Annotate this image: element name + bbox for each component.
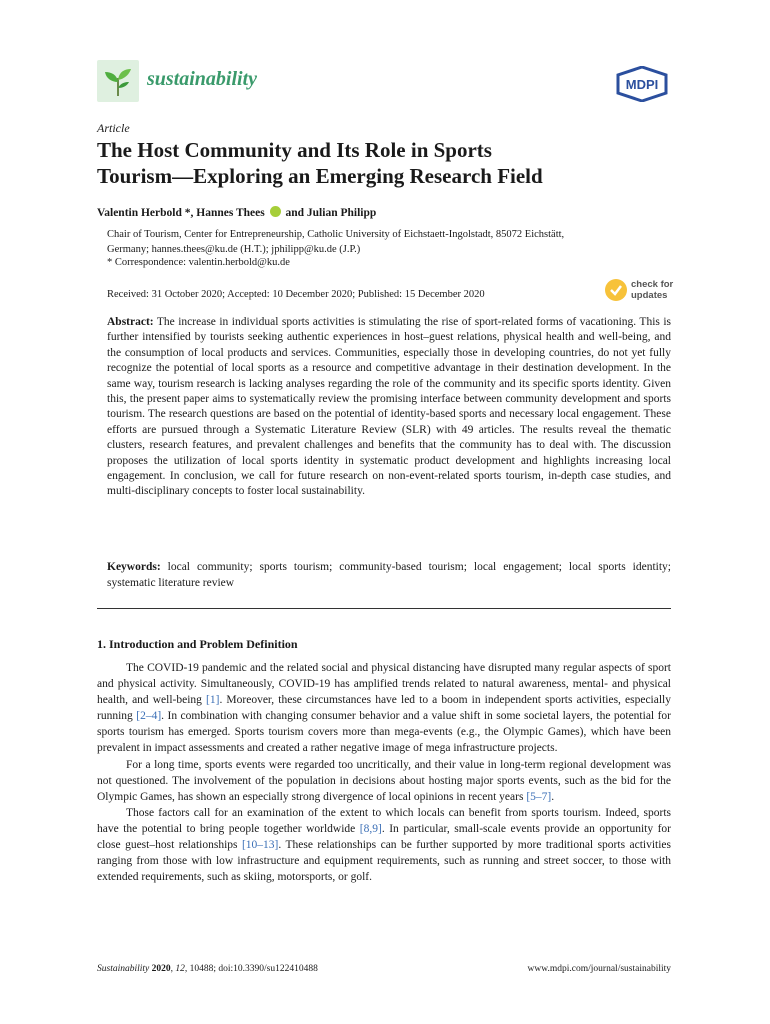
footer-doi: , 10488; doi:10.3390/su122410488 xyxy=(184,964,318,974)
check-updates-text xyxy=(631,279,673,301)
article-type: Article xyxy=(97,121,130,135)
abstract-label: Abstract: xyxy=(107,316,154,328)
mdpi-logo xyxy=(616,66,668,102)
paragraph-text: For a long time, sports events were regarded too uncritically, and their value in long-term regional development was not questioned. The involvement of the population in decisions about hosting major sports events, such as the bid for the Olympic Games, has shown an especially strong divergence of local opinions in recent years xyxy=(97,758,671,803)
citation-link[interactable]: [10–13] xyxy=(241,839,279,852)
paragraph-text: The COVID-19 pandemic and the related social and physical distancing have disrupted many regular aspects of sport and physical activity. Simultaneously, COVID-19 has amplified trends related to natural awareness, mental- and physical health, and well-being xyxy=(97,662,671,707)
paragraph-text: . xyxy=(551,790,555,803)
check-updates-line-1: check for xyxy=(631,279,674,290)
check-updates-line-2: updates xyxy=(631,290,668,301)
divider xyxy=(97,608,671,609)
paragraph-text: . These relationships can be further supported by more traditional sports activities ranging from those with low infrastructure and equipment requirements, such as running and street soccer, to those with extended requirements, such as skiing, motorsports, or golf. xyxy=(97,839,672,884)
page-title xyxy=(97,137,677,189)
footer-citation: Sustainability 2020, 12, 10488; doi:10.3390/su122410488 xyxy=(97,964,318,974)
paragraph-text: . In combination with changing consumer behavior and a value shift in some societal layers, the potential for sports tourism has emerged. Sports tourism covers more than mega-events (e.g., the Olympic Games), which have been prevalent in impact assessments and created a rather negative image of mega infrastructure projects. xyxy=(97,710,671,755)
paragraph-text: Those factors call for an examination of the extent to which locals can benefit from sports tourism. Indeed, sports have the potential to bring people together worldwide xyxy=(97,806,671,835)
footer-year: 2020 xyxy=(151,964,171,974)
citation-link[interactable]: [2–4] xyxy=(136,710,162,723)
affiliation-line-1: Chair of Tourism, Center for Entrepreneurship, Catholic University of Eichstaett-Ingolstadt, 85072 Eichstätt, xyxy=(107,229,565,240)
authors-part-1: Valentin Herbold *, Hannes Thees xyxy=(97,207,265,219)
journal-logo xyxy=(97,60,139,102)
title-line-1: The Host Community and Its Role in Sports xyxy=(97,138,492,162)
orcid-icon[interactable] xyxy=(270,206,281,217)
paragraph xyxy=(97,757,671,805)
keywords-text: local community; sports tourism; community-based tourism; local engagement; local sports identity; systematic literature review xyxy=(107,561,671,589)
keywords xyxy=(107,559,671,591)
correspondence: * Correspondence: valentin.herbold@ku.de xyxy=(107,257,290,268)
paragraph xyxy=(97,660,671,757)
footer-volume: 12 xyxy=(175,964,185,974)
abstract-text: The increase in individual sports activities is stimulating the rise of sport-related forms of vacationing. This is further intensified by tourists seeking authentic experiences in host–guest relations, physical health and well-being, and the consumption of local products and services. Communities, especially those in developing countries, do not yet fully recognize the potential of local sports as a resource and competitive advantage in their destination development. In the same way, tourism research is lacking analyses regarding the role of the community and its specific sports identity. Given this, the present paper aims to systematically review the promising interface between community development and sports tourism. The research questions are based on the potential of identity-based sports and necessary local engagement. These efforts are pursued through a Systematic Literature Review (SLR) with 49 articles. The results reveal the thematic clusters, research features, and prevalent challenges and benefits that the community has to deal with. The discussion proposes the utilization of local sports identity in systematic product development and highlights increasing local engagement. In conclusion, we call for future research on non-event-related sports tourism, in-depth case studies, and multi-disciplinary concepts to foster local sustainability. xyxy=(107,316,671,498)
paragraph xyxy=(97,805,671,885)
author-list xyxy=(97,206,376,219)
title-line-2: Tourism—Exploring an Emerging Research Field xyxy=(97,164,543,188)
affiliation xyxy=(107,227,677,257)
keywords-label: Keywords: xyxy=(107,561,161,573)
mdpi-text: MDPI xyxy=(625,77,659,92)
check-for-updates-badge[interactable] xyxy=(605,278,675,304)
check-updates-icon xyxy=(605,279,627,301)
citation-link[interactable]: [8,9] xyxy=(359,822,382,835)
footer-journal: Sustainability xyxy=(97,964,150,974)
section-heading: 1. Introduction and Problem Definition xyxy=(97,637,298,651)
paragraph-text: . In particular, small-scale events provide an opportunity for close guest–host relationships xyxy=(97,822,671,852)
abstract xyxy=(107,315,671,500)
affiliation-line-2: Germany; hannes.thees@ku.de (H.T.); jphilipp@ku.de (J.P.) xyxy=(107,244,361,255)
citation-link[interactable]: [5–7] xyxy=(526,790,552,803)
citation-link[interactable]: [1] xyxy=(206,694,220,707)
body-text xyxy=(97,660,671,885)
authors-part-2: and Julian Philipp xyxy=(285,207,377,219)
journal-name: sustainability xyxy=(147,68,258,90)
publication-dates: Received: 31 October 2020; Accepted: 10 December 2020; Published: 15 December 2020 xyxy=(107,289,485,300)
paragraph-text: . Moreover, these circumstances have led to a boom in independent sports activities, especially running xyxy=(97,694,671,723)
footer-url[interactable]: www.mdpi.com/journal/sustainability xyxy=(527,964,671,974)
